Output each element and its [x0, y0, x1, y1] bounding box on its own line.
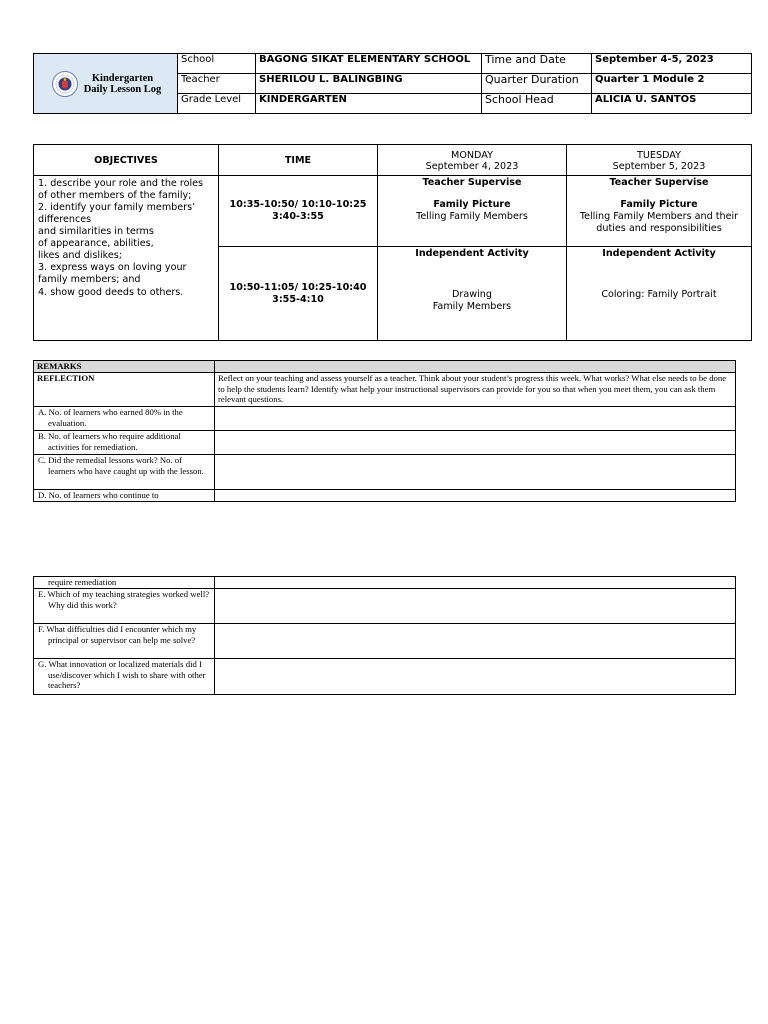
- tuesday-activity-1-desc: Telling Family Members and their duties and responsibilities: [579, 211, 739, 234]
- header-row-school: [34, 54, 752, 74]
- tuesday-date: September 5, 2023: [612, 161, 706, 172]
- monday-activity-1: [378, 176, 567, 247]
- remarks-row-b: [34, 431, 736, 455]
- remarks-answer-d[interactable]: [215, 490, 736, 502]
- remarks-item-a: A. No. of learners who earned 80% in the evaluation.: [34, 407, 215, 431]
- tuesday-activity-1: [567, 176, 752, 247]
- objective-item: 3. express ways on loving your family members; and: [38, 262, 187, 285]
- time-slot-1-line2: 3:40-3:55: [272, 211, 324, 222]
- remarks-row: [34, 361, 736, 373]
- remarks-table-continued: [33, 576, 736, 695]
- tuesday-activity-1-subtitle: Family Picture: [620, 199, 698, 210]
- remarks-item-b: B. No. of learners who require additional activities for remediation.: [34, 431, 215, 455]
- remarks-answer-a[interactable]: [215, 407, 736, 431]
- remarks-answer-b[interactable]: [215, 431, 736, 455]
- tuesday-activity-2-desc: Coloring: Family Portrait: [601, 289, 717, 300]
- tuesday-day: TUESDAY: [637, 150, 681, 161]
- remarks-item-g: G. What innovation or localized materials did I use/discover which I wish to share with other teachers?: [34, 659, 215, 695]
- monday-activity-2-title: Independent Activity: [415, 248, 529, 259]
- time-date-value: September 4-5, 2023: [592, 54, 752, 74]
- tuesday-activity-2-title: Independent Activity: [602, 248, 716, 259]
- grade-level-value: KINDERGARTEN: [256, 94, 482, 114]
- time-slot-2-line2: 3:55-4:10: [272, 293, 324, 305]
- quarter-duration-value: Quarter 1 Module 2: [592, 74, 752, 94]
- remarks-label: REMARKS: [34, 361, 215, 373]
- reflection-text: Reflect on your teaching and assess yourself as a teacher. Think about your student’s progress this week. What works? What else needs to be done to help the students learn? Identify what help your instructional supervisors can provide for you so that when you meet them, you can ask them relevant questions.: [215, 373, 736, 407]
- remarks-row-d-cont: [34, 577, 736, 589]
- remarks-item-c: C. Did the remedial lessons work? No. of learners who have caught up with the lesson.: [34, 455, 215, 490]
- remarks-row-d: [34, 490, 736, 502]
- school-head-value: ALICIA U. SANTOS: [592, 94, 752, 114]
- school-value: BAGONG SIKAT ELEMENTARY SCHOOL: [256, 54, 482, 74]
- reflection-row: [34, 373, 736, 407]
- objective-item: 1. describe your role and the roles of other members of the family;: [38, 178, 204, 201]
- monday-activity-1-desc: Telling Family Members: [416, 211, 528, 222]
- time-slot-1-line1: 10:35-10:50/ 10:10-10:25: [229, 199, 367, 210]
- tuesday-header: [567, 145, 752, 176]
- remarks-row-a: [34, 407, 736, 431]
- remarks-item-f: F. What difficulties did I encounter which my principal or supervisor can help me solve?: [34, 624, 215, 659]
- remarks-item-d-cont: require remediation: [34, 577, 215, 589]
- remarks-answer-g[interactable]: [215, 659, 736, 695]
- tuesday-activity-2: [567, 247, 752, 341]
- schedule-table: [33, 144, 752, 341]
- objective-item: 2. identify your family members’ differences: [38, 202, 196, 225]
- remarks-answer-d-cont[interactable]: [215, 577, 736, 589]
- time-header: TIME: [219, 145, 378, 176]
- remarks-row-e: [34, 589, 736, 624]
- objectives-list: [34, 176, 219, 341]
- logo-cell: [34, 54, 178, 114]
- logo-title-line2: Daily Lesson Log: [83, 83, 162, 95]
- objective-item: and similarities in terms: [38, 226, 154, 237]
- monday-activity-1-title: Teacher Supervise: [422, 177, 522, 188]
- teacher-value: SHERILOU L. BALINGBING: [256, 74, 482, 94]
- remarks-row-g: [34, 659, 736, 695]
- remarks-answer-f[interactable]: [215, 624, 736, 659]
- objectives-header: OBJECTIVES: [34, 145, 219, 176]
- quarter-duration-label: Quarter Duration: [482, 74, 592, 94]
- remarks-value: [215, 361, 736, 373]
- logo-title-line1: Kindergarten: [91, 72, 154, 84]
- grade-level-label: Grade Level: [178, 94, 256, 114]
- deped-seal-icon: [52, 71, 78, 97]
- monday-day: MONDAY: [451, 150, 493, 161]
- monday-header: [378, 145, 567, 176]
- time-slot-1: [219, 176, 378, 247]
- remarks-table: [33, 360, 736, 502]
- school-label: School: [178, 54, 256, 74]
- objective-item: 4. show good deeds to others.: [38, 287, 184, 298]
- remarks-row-f: [34, 624, 736, 659]
- teacher-label: Teacher: [178, 74, 256, 94]
- remarks-answer-c[interactable]: [215, 455, 736, 490]
- school-head-label: School Head: [482, 94, 592, 114]
- remarks-item-e: E. Which of my teaching strategies worked well? Why did this work?: [34, 589, 215, 624]
- header-table: [33, 53, 752, 114]
- time-date-label: Time and Date: [482, 54, 592, 74]
- remarks-answer-e[interactable]: [215, 589, 736, 624]
- monday-activity-2-desc2: Family Members: [432, 301, 512, 312]
- schedule-header-row: [34, 145, 752, 176]
- monday-activity-2-desc1: Drawing: [452, 289, 492, 300]
- tuesday-activity-1-title: Teacher Supervise: [609, 177, 709, 188]
- remarks-row-c: [34, 455, 736, 490]
- remarks-item-d: D. No. of learners who continue to: [34, 490, 215, 502]
- schedule-row-1: [34, 176, 752, 247]
- reflection-label: REFLECTION: [34, 373, 215, 407]
- monday-activity-1-subtitle: Family Picture: [433, 199, 511, 210]
- time-slot-2-line1: 10:50-11:05/ 10:25-10:40: [229, 281, 367, 293]
- objective-item: likes and dislikes;: [38, 250, 123, 261]
- monday-activity-2: [378, 247, 567, 341]
- time-slot-2: [219, 247, 378, 341]
- monday-date: September 4, 2023: [425, 161, 519, 172]
- objective-item: of appearance, abilities,: [38, 238, 154, 249]
